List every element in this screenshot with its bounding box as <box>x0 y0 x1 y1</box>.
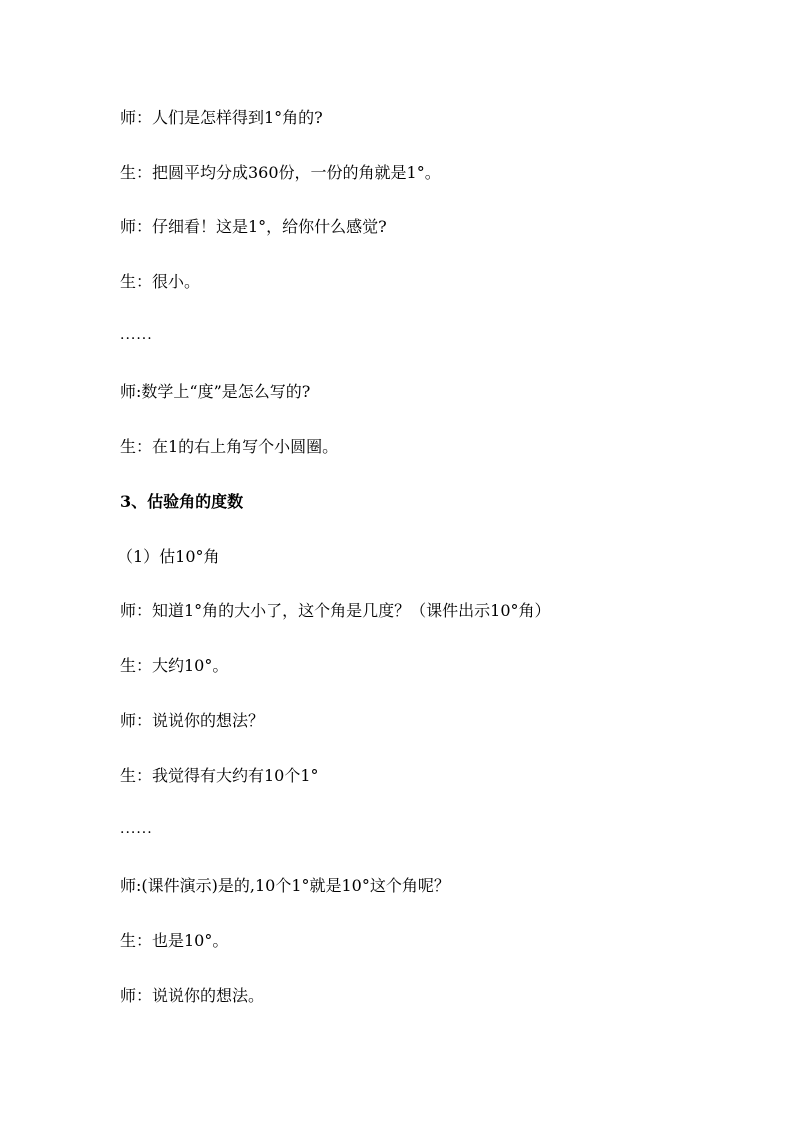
dialogue-line: 师：知道1°角的大小了，这个角是几度？（课件出示10°角） <box>120 601 551 620</box>
dialogue-line: 师:(课件演示)是的,10个1°就是10°这个角呢？ <box>120 876 450 895</box>
section-heading: 3、估验角的度数 <box>120 492 244 511</box>
dialogue-line: 师：说说你的想法？ <box>120 711 265 730</box>
dialogue-line: 生：大约10°。 <box>120 656 229 675</box>
dialogue-line: 师：人们是怎样得到1°角的? <box>120 108 323 127</box>
ellipsis-line: ······ <box>120 331 153 347</box>
dialogue-line: 师:数学上“度”是怎么写的? <box>120 382 311 401</box>
dialogue-line: 生：把圆平均分成360份，一份的角就是1°。 <box>120 163 441 182</box>
dialogue-line: 生：也是10°。 <box>120 931 229 950</box>
dialogue-line: 生：很小。 <box>120 272 201 291</box>
dialogue-line: 生：在1的右上角写个小圆圈。 <box>120 437 339 456</box>
ellipsis-line: ······ <box>120 825 153 841</box>
dialogue-line: 师：仔细看！这是1°，给你什么感觉? <box>120 217 387 236</box>
dialogue-line: 师：说说你的想法。 <box>120 986 265 1005</box>
dialogue-line: 生：我觉得有大约有10个1° <box>120 766 319 785</box>
subsection-heading: （1）估10°角 <box>117 547 220 566</box>
